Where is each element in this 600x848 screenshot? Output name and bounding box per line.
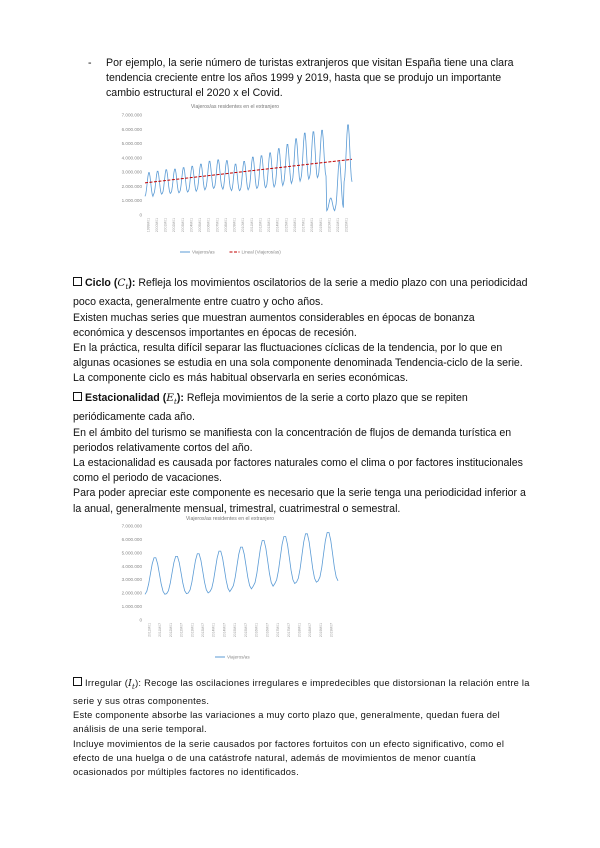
y-tick-label: 3.000.000 — [121, 169, 142, 175]
irregular-paragraph: Irregular $(I_t)$: Recoge las oscilaciones irregulares e impredecibles que distorsionan la relación entre la serie y sus otras componentes. Este componente absorbe las variaciones a muy corto plazo que, generalmente, quedan fuera del análisis de una serie temporal. Incluye movimientos de la serie causados por factores fortuitos con un efecto significativo, como el efecto de una huelga o de una catástrofe natural, además de movimientos de menor cuantía ocasionados por múltiples factores no identificados. — [73, 678, 530, 778]
y-tick-label: 4.000.000 — [121, 155, 142, 161]
cycle-paragraph: Ciclo $(C_t)$: Refleja los movimientos oscilatorios de la serie a medio plazo con una periodicidad poco exacta, generalmente entre cuatro y ocho años. Existen muchas series que muestran aumentos considerables en épocas de bonanza económica y descensos importantes en épocas de recesión. En la práctica, resulta difícil separar las fluctuaciones cíclicas de la tendencia, por lo que en algunas ocasiones se estudia en una sola componente denominada Tendencia-ciclo de la serie. La componente ciclo es más habitual observarla en series económicas. — [73, 277, 528, 385]
bullet-dash: - — [88, 57, 92, 69]
chart-title: Viajeros/as residentes en el extranjero — [190, 104, 280, 110]
seasonal-lead: Refleja movimientos de la serie a corto plazo que se repiten periódicamente cada año. — [73, 392, 468, 424]
x-tick-label: 2011M01 — [249, 218, 254, 232]
checkbox-bullet-icon — [73, 677, 82, 686]
x-tick-label: 2012M07 — [179, 623, 184, 638]
y-tick-label: 5.000.000 — [121, 141, 142, 147]
legend-label: Lineal (Viajeros/as) — [241, 249, 281, 255]
x-tick-label: 2002M01 — [172, 218, 177, 233]
x-tick-label: 2011M01 — [147, 623, 152, 637]
y-tick-label: 7.000.000 — [121, 523, 142, 529]
x-tick-label: 2017M07 — [286, 623, 291, 638]
cycle-p2: En la práctica, resulta difícil separar las fluctuaciones cíclicas de la tendencia, por lo que en algunas ocasiones se estudia en una sola componente denominada Tendencia-ciclo de la serie. La componente ciclo es más habitual observarla en series económicas. — [73, 341, 523, 385]
x-tick-label: 1999M01 — [146, 218, 151, 233]
series-line-viajeros — [145, 125, 352, 211]
x-tick-label: 2009M01 — [232, 218, 237, 233]
x-tick-label: 2018M01 — [297, 623, 302, 638]
irregular-symbol: $I_t$ — [128, 678, 136, 691]
x-tick-label: 2008M01 — [223, 218, 228, 233]
x-tick-label: 2014M07 — [222, 623, 227, 638]
y-tick-label: 2.000.000 — [121, 183, 142, 189]
intro-text: Por ejemplo, la serie número de turistas extranjeros que visitan España tiene una clara tendencia creciente entre los años 1999 y 2019, hasta que se produjo un importante cambio estructural el 2020 x el Covid. — [106, 57, 514, 100]
y-tick-label: 1.000.000 — [121, 198, 142, 204]
x-tick-label: 2015M01 — [284, 218, 289, 233]
irregular-p1: Este componente absorbe las variaciones a muy corto plazo que, generalmente, quedan fuera del análisis de una serie temporal. — [73, 710, 500, 735]
seasonal-p1: En el ámbito del turismo se manifiesta con la concentración de flujos de demanda turística en periodos relativamente cortos del año. — [73, 426, 512, 454]
y-tick-label: 6.000.000 — [121, 126, 142, 132]
cycle-title: Ciclo — [85, 277, 111, 289]
seasonality-chart — [100, 512, 350, 667]
x-tick-label: 2007M01 — [215, 218, 220, 233]
x-tick-label: 2015M07 — [243, 623, 248, 638]
y-tick-label: 0 — [139, 212, 142, 218]
intro-bullet-item — [88, 56, 518, 102]
seasonal-symbol: $E_t$ — [166, 392, 177, 407]
x-tick-label: 2016M01 — [292, 218, 297, 233]
x-tick-label: 2006M01 — [206, 218, 211, 233]
x-tick-label: 2004M01 — [189, 218, 194, 233]
x-tick-label: 2020M01 — [327, 218, 332, 233]
y-tick-label: 6.000.000 — [121, 536, 142, 542]
y-tick-label: 0 — [139, 617, 142, 623]
irregular-lead: Recoge las oscilaciones irregulares e impredecibles que distorsionan la relación entre la serie y sus otras componentes. — [73, 678, 530, 707]
x-tick-label: 2014M01 — [211, 623, 216, 638]
x-tick-label: 2013M01 — [190, 623, 195, 638]
x-tick-label: 2013M01 — [267, 218, 272, 233]
irregular-p2: Incluye movimientos de la serie causados por factores fortuitos con un efecto significativo, como el efecto de una huelga o de una catástrofe natural, además de movimientos de menor cuantía ocasionados por múltiples factores no identificados. — [73, 738, 505, 778]
x-tick-label: 2012M01 — [258, 218, 263, 233]
y-tick-label: 2.000.000 — [121, 590, 142, 596]
x-tick-label: 2019M07 — [329, 623, 334, 638]
cycle-p1: Existen muchas series que muestran aumentos considerables en épocas de bonanza económica y descensos importantes en épocas de recesión. — [73, 311, 475, 339]
seasonal-title: Estacionalidad — [85, 392, 160, 404]
y-tick-label: 3.000.000 — [121, 577, 142, 583]
seasonal-p2: La estacionalidad es causada por factores naturales como el clima o por factores institucionales como el periodo de vacaciones. — [73, 456, 523, 485]
y-tick-label: 1.000.000 — [121, 604, 142, 610]
legend-label: Viajeros/as — [227, 654, 250, 660]
x-tick-label: 2012M01 — [168, 623, 173, 638]
y-tick-label: 4.000.000 — [121, 563, 142, 569]
x-tick-label: 2018M07 — [308, 623, 313, 638]
x-tick-label: 2000M01 — [154, 218, 159, 233]
x-tick-label: 2003M01 — [180, 218, 185, 233]
series-line-viajeros — [145, 532, 338, 594]
checkbox-bullet-icon — [73, 392, 82, 401]
x-tick-label: 2011M07 — [158, 623, 163, 637]
x-tick-label: 2019M01 — [318, 623, 323, 638]
x-tick-label: 2001M01 — [163, 218, 168, 233]
x-tick-label: 2017M01 — [301, 218, 306, 233]
chart-title: Viajeros/as residentes en el extranjero — [185, 516, 275, 522]
seasonal-paragraph: Estacionalidad $(E_t)$: Refleja movimientos de la serie a corto plazo que se repiten periódicamente cada año. En el ámbito del turismo se manifiesta con la concentración de flujos de demanda turística en periodos relativamente cortos del año. La estacionalidad es causada por factores naturales como el clima o por factores institucionales como el periodo de vacaciones. Para poder apreciar este componente es necesario que la serie tenga una periodicidad inferior a la anual, generalmente mensual, trimestral, cuatrimestral o semestral. — [73, 392, 526, 515]
legend-label: Viajeros/as — [192, 249, 215, 255]
x-tick-label: 2017M01 — [276, 623, 281, 638]
y-tick-label: 5.000.000 — [121, 550, 142, 556]
x-tick-label: 2016M07 — [265, 623, 270, 638]
x-tick-label: 2021M01 — [336, 218, 341, 233]
x-tick-label: 2019M01 — [318, 218, 323, 233]
checkbox-bullet-icon — [73, 277, 82, 286]
y-tick-label: 7.000.000 — [121, 112, 142, 118]
irregular-title: Irregular — [85, 678, 122, 688]
x-tick-label: 2015M01 — [233, 623, 238, 638]
x-tick-label: 2022M01 — [344, 218, 349, 233]
x-tick-label: 2005M01 — [198, 218, 203, 233]
cycle-symbol: $C_t$ — [117, 277, 129, 292]
cycle-lead: Refleja los movimientos oscilatorios de la serie a medio plazo con una periodicidad poco exacta, generalmente entre cuatro y ocho años. — [73, 277, 528, 309]
x-tick-label: 2016M01 — [254, 623, 259, 638]
x-tick-label: 2010M01 — [241, 218, 246, 233]
x-tick-label: 2014M01 — [275, 218, 280, 233]
x-tick-label: 2013M07 — [200, 623, 205, 638]
seasonal-p3: Para poder apreciar este componente es necesario que la serie tenga una periodicidad inferior a la anual, generalmente mensual, trimestral, cuatrimestral o semestral. — [73, 487, 526, 515]
x-tick-label: 2018M01 — [310, 218, 315, 233]
tourists-trend-chart — [105, 98, 360, 263]
